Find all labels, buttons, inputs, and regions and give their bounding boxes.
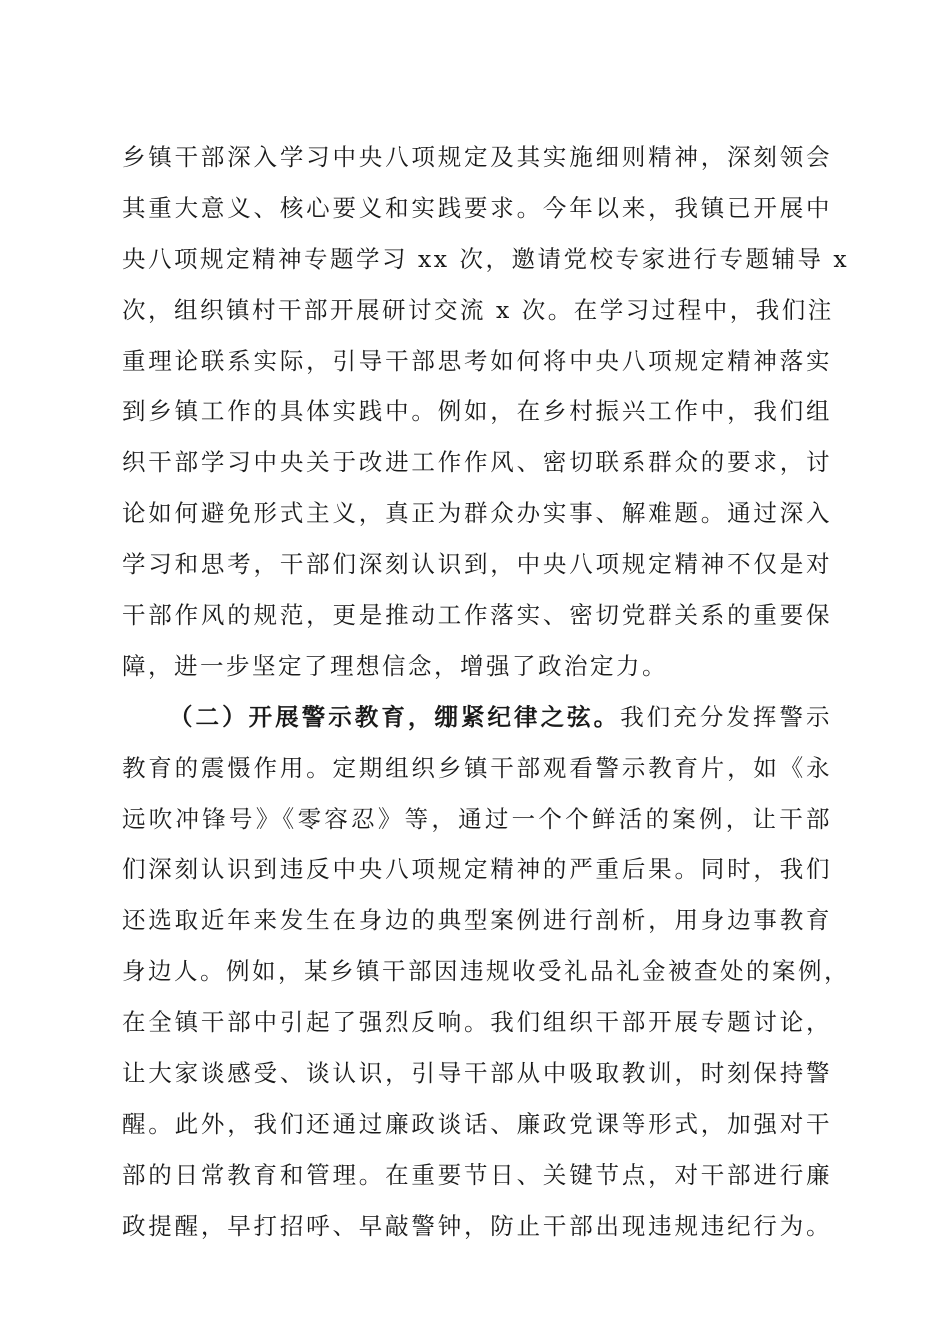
text-line: 远吹冲锋号》《零容忍》等，通过一个个鲜活的案例，让干部 — [122, 804, 832, 833]
text-line: 教育的震慑作用。定期组织乡镇干部观看警示教育片，如《永 — [122, 753, 832, 782]
text-line: 在全镇干部中引起了强烈反响。我们组织干部开展专题讨论， — [122, 1008, 832, 1037]
text-line: 重理论联系实际，引导干部思考如何将中央八项规定精神落实 — [122, 346, 832, 375]
text-line: 学习和思考，干部们深刻认识到，中央八项规定精神不仅是对 — [122, 550, 832, 579]
text-line: 次，组织镇村干部开展研讨交流 x 次。在学习过程中，我们注 — [122, 295, 834, 324]
text-line: 身边人。例如，某乡镇干部因违规收受礼品礼金被查处的案例， — [122, 957, 850, 986]
text-line: 到乡镇工作的具体实践中。例如，在乡村振兴工作中，我们组 — [122, 397, 832, 426]
paragraph-study — [122, 132, 850, 692]
text-line: 们深刻认识到违反中央八项规定精神的严重后果。同时，我们 — [122, 855, 832, 884]
body-text — [122, 132, 850, 1252]
paragraph-warning-education — [122, 692, 850, 1252]
text-line: 论如何避免形式主义，真正为群众办实事、解难题。通过深入 — [122, 499, 832, 528]
text-line: 醒。此外，我们还通过廉政谈话、廉政党课等形式，加强对干 — [122, 1109, 832, 1138]
text-line: 障，进一步坚定了理想信念，增强了政治定力。 — [122, 651, 668, 680]
text-line: 乡镇干部深入学习中央八项规定及其实施细则精神，深刻领会 — [122, 143, 832, 171]
text-line: 部的日常教育和管理。在重要节日、关键节点，对干部进行廉 — [122, 1160, 832, 1189]
section-first-line-text: 我们充分发挥警示 — [620, 702, 833, 731]
text-line: 央八项规定精神专题学习 xx 次，邀请党校专家进行专题辅导 x — [122, 244, 850, 273]
text-line: 其重大意义、核心要义和实践要求。今年以来，我镇已开展中 — [122, 193, 832, 222]
text-line: 政提醒，早打招呼、早敲警钟，防止干部出现违规违纪行为。 — [122, 1211, 832, 1240]
section-heading: （二）开展警示教育，绷紧纪律之弦。 — [169, 702, 621, 731]
section-first-line — [122, 692, 832, 743]
text-line: 还选取近年来发生在身边的典型案例进行剖析，用身边事教育 — [122, 906, 832, 935]
text-line: 让大家谈感受、谈认识，引导干部从中吸取教训，时刻保持警 — [122, 1059, 832, 1088]
text-line: 织干部学习中央关于改进工作作风、密切联系群众的要求，讨 — [122, 448, 832, 477]
text-line: 干部作风的规范，更是推动工作落实、密切党群关系的重要保 — [122, 601, 832, 630]
